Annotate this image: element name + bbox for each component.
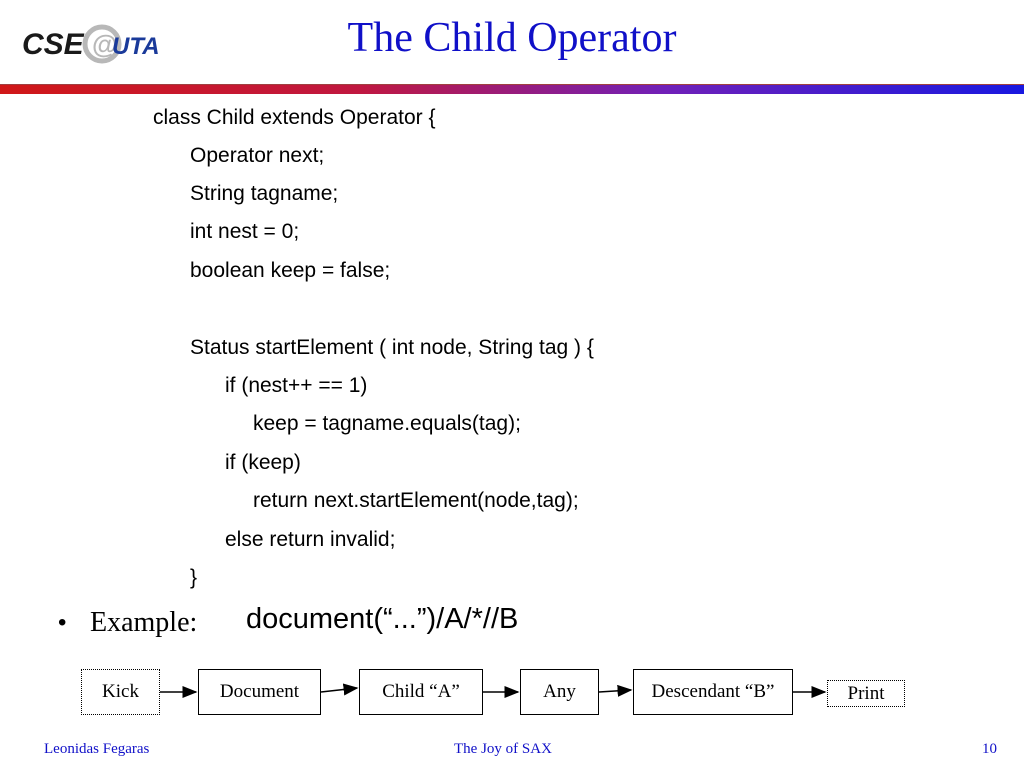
code-line: class Child extends Operator { (153, 106, 436, 129)
code-line: Status startElement ( int node, String tag ) { (190, 336, 594, 359)
code-line: Operator next; (190, 144, 325, 167)
code-line: int nest = 0; (190, 220, 300, 243)
code-line: } (190, 566, 198, 589)
pipeline-node-child: Child “A” (359, 669, 483, 715)
bullet-expression: document(“...”)/A/*//B (246, 603, 519, 635)
code-line: boolean keep = false; (190, 259, 391, 282)
pipeline-node-document: Document (198, 669, 321, 715)
code-line: else return invalid; (225, 528, 396, 551)
pipeline-node-kick: Kick (81, 669, 160, 715)
logo-text-uta: UTA (112, 33, 160, 60)
bullet-marker: • (58, 609, 67, 636)
logo-text-cse: CSE (22, 28, 84, 61)
title-divider (0, 84, 1024, 94)
pipeline-node-any: Any (520, 669, 599, 715)
footer-author: Leonidas Fegaras (44, 741, 150, 757)
pipeline-node-descendant: Descendant “B” (633, 669, 793, 715)
footer-page-number: 10 (982, 741, 997, 757)
code-line: String tagname; (190, 182, 339, 205)
logo-at-symbol: @ (92, 29, 118, 59)
code-line: return next.startElement(node,tag); (253, 489, 579, 512)
arrow-any-to-descendant (599, 690, 631, 692)
bullet-label: Example: (90, 607, 198, 638)
code-line: if (nest++ == 1) (225, 374, 368, 397)
footer-center: The Joy of SAX (454, 741, 552, 757)
pipeline-node-print: Print (827, 680, 905, 707)
code-line: if (keep) (225, 451, 301, 474)
arrow-document-to-child (321, 688, 357, 692)
slide-title: The Child Operator (347, 15, 677, 61)
code-line: keep = tagname.equals(tag); (253, 412, 521, 435)
